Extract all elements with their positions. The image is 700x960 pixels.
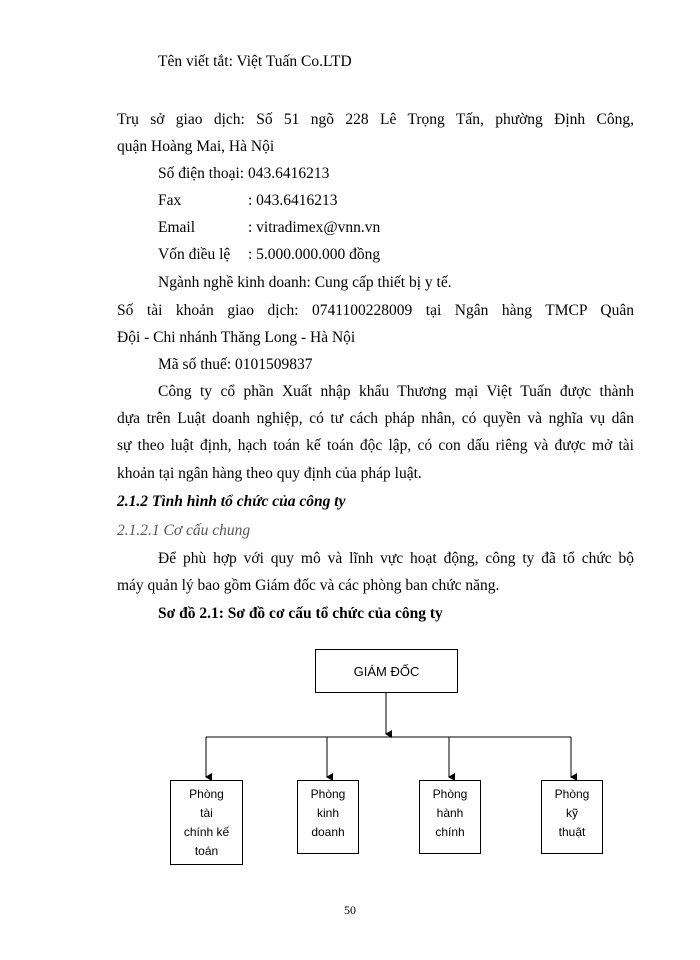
address-line-1: Trụ sở giao dịch: Số 51 ngõ 228 Lê Trọng Tấn, phường Định Công,: [117, 111, 634, 128]
org-box-admin-line-2: hành: [436, 806, 464, 820]
org-box-technical-line-1: Phòng: [554, 787, 590, 801]
org-box-business-line-3: doanh: [311, 825, 345, 839]
org-box-finance-line-4: toán: [194, 844, 219, 858]
org-box-admin-line-1: Phòng: [432, 787, 468, 801]
paragraph1-line-4: khoản tại ngân hàng theo quy định của pháp luật.: [117, 465, 422, 482]
org-box-business: [297, 780, 359, 854]
phone-line: Số điện thoại: 043.6416213: [158, 165, 330, 182]
org-box-finance: [170, 780, 243, 865]
org-box-finance-line-3: chính kế: [183, 825, 230, 839]
org-box-finance-line-2: tài: [200, 806, 213, 820]
short-name-line: Tên viết tắt: Việt Tuấn Co.LTD: [158, 53, 352, 70]
capital-value: : 5.000.000.000 đồng: [248, 246, 381, 263]
paragraph2-line-2: máy quản lý bao gồm Giám đốc và các phòng ban chức năng.: [117, 577, 500, 594]
org-box-technical-line-2: kỹ: [566, 806, 578, 820]
subsection-heading: 2.1.2.1 Cơ cấu chung: [117, 522, 251, 539]
paragraph1-line-2: dựa trên Luật doanh nghiệp, có tư cách pháp nhân, có quyền và nghĩa vụ dân: [117, 410, 634, 427]
account-line-2: Đội - Chi nhánh Thăng Long - Hà Nội: [117, 329, 356, 346]
address-line-2: quận Hoàng Mai, Hà Nội: [117, 138, 275, 155]
paragraph1-line-3: sự theo luật định, hạch toán kế toán độc lập, có con dấu riêng và được mở tài: [117, 437, 634, 454]
email-value: : vitradimex@vnn.vn: [248, 219, 381, 236]
section-heading: 2.1.2 Tình hình tổ chức của công ty: [117, 493, 346, 510]
account-line-1: Số tài khoản giao dịch: 0741100228009 tại Ngân hàng TMCP Quân: [117, 302, 634, 319]
fax-value: : 043.6416213: [248, 192, 338, 209]
page-number: 50: [344, 903, 356, 917]
org-box-business-line-1: Phòng: [310, 787, 346, 801]
capital-label: Vốn điều lệ: [158, 246, 231, 263]
business-line: Ngành nghề kinh doanh: Cung cấp thiết bị y tế.: [158, 274, 452, 291]
org-box-director: [315, 649, 458, 693]
org-box-technical-line-3: thuật: [558, 825, 586, 839]
org-box-admin: [419, 780, 481, 854]
org-box-business-line-2: kinh: [316, 806, 339, 820]
paragraph2-line-1: Để phù hợp với quy mô và lĩnh vực hoạt động, công ty đã tổ chức bộ: [158, 550, 634, 567]
fax-label: Fax: [158, 192, 182, 209]
org-box-technical: [541, 780, 603, 854]
tax-code-line: Mã số thuế: 0101509837: [158, 356, 313, 373]
org-box-finance-line-1: Phòng: [189, 787, 224, 801]
paragraph1-line-1: Công ty cổ phần Xuất nhập khẩu Thương mại Việt Tuấn được thành: [158, 383, 634, 400]
org-box-admin-line-3: chính: [435, 825, 465, 839]
org-box-director-label: GIÁM ĐỐC: [353, 664, 420, 679]
email-label: Email: [158, 219, 196, 236]
figure-caption: Sơ đồ 2.1: Sơ đồ cơ cấu tổ chức của công ty: [158, 605, 443, 622]
